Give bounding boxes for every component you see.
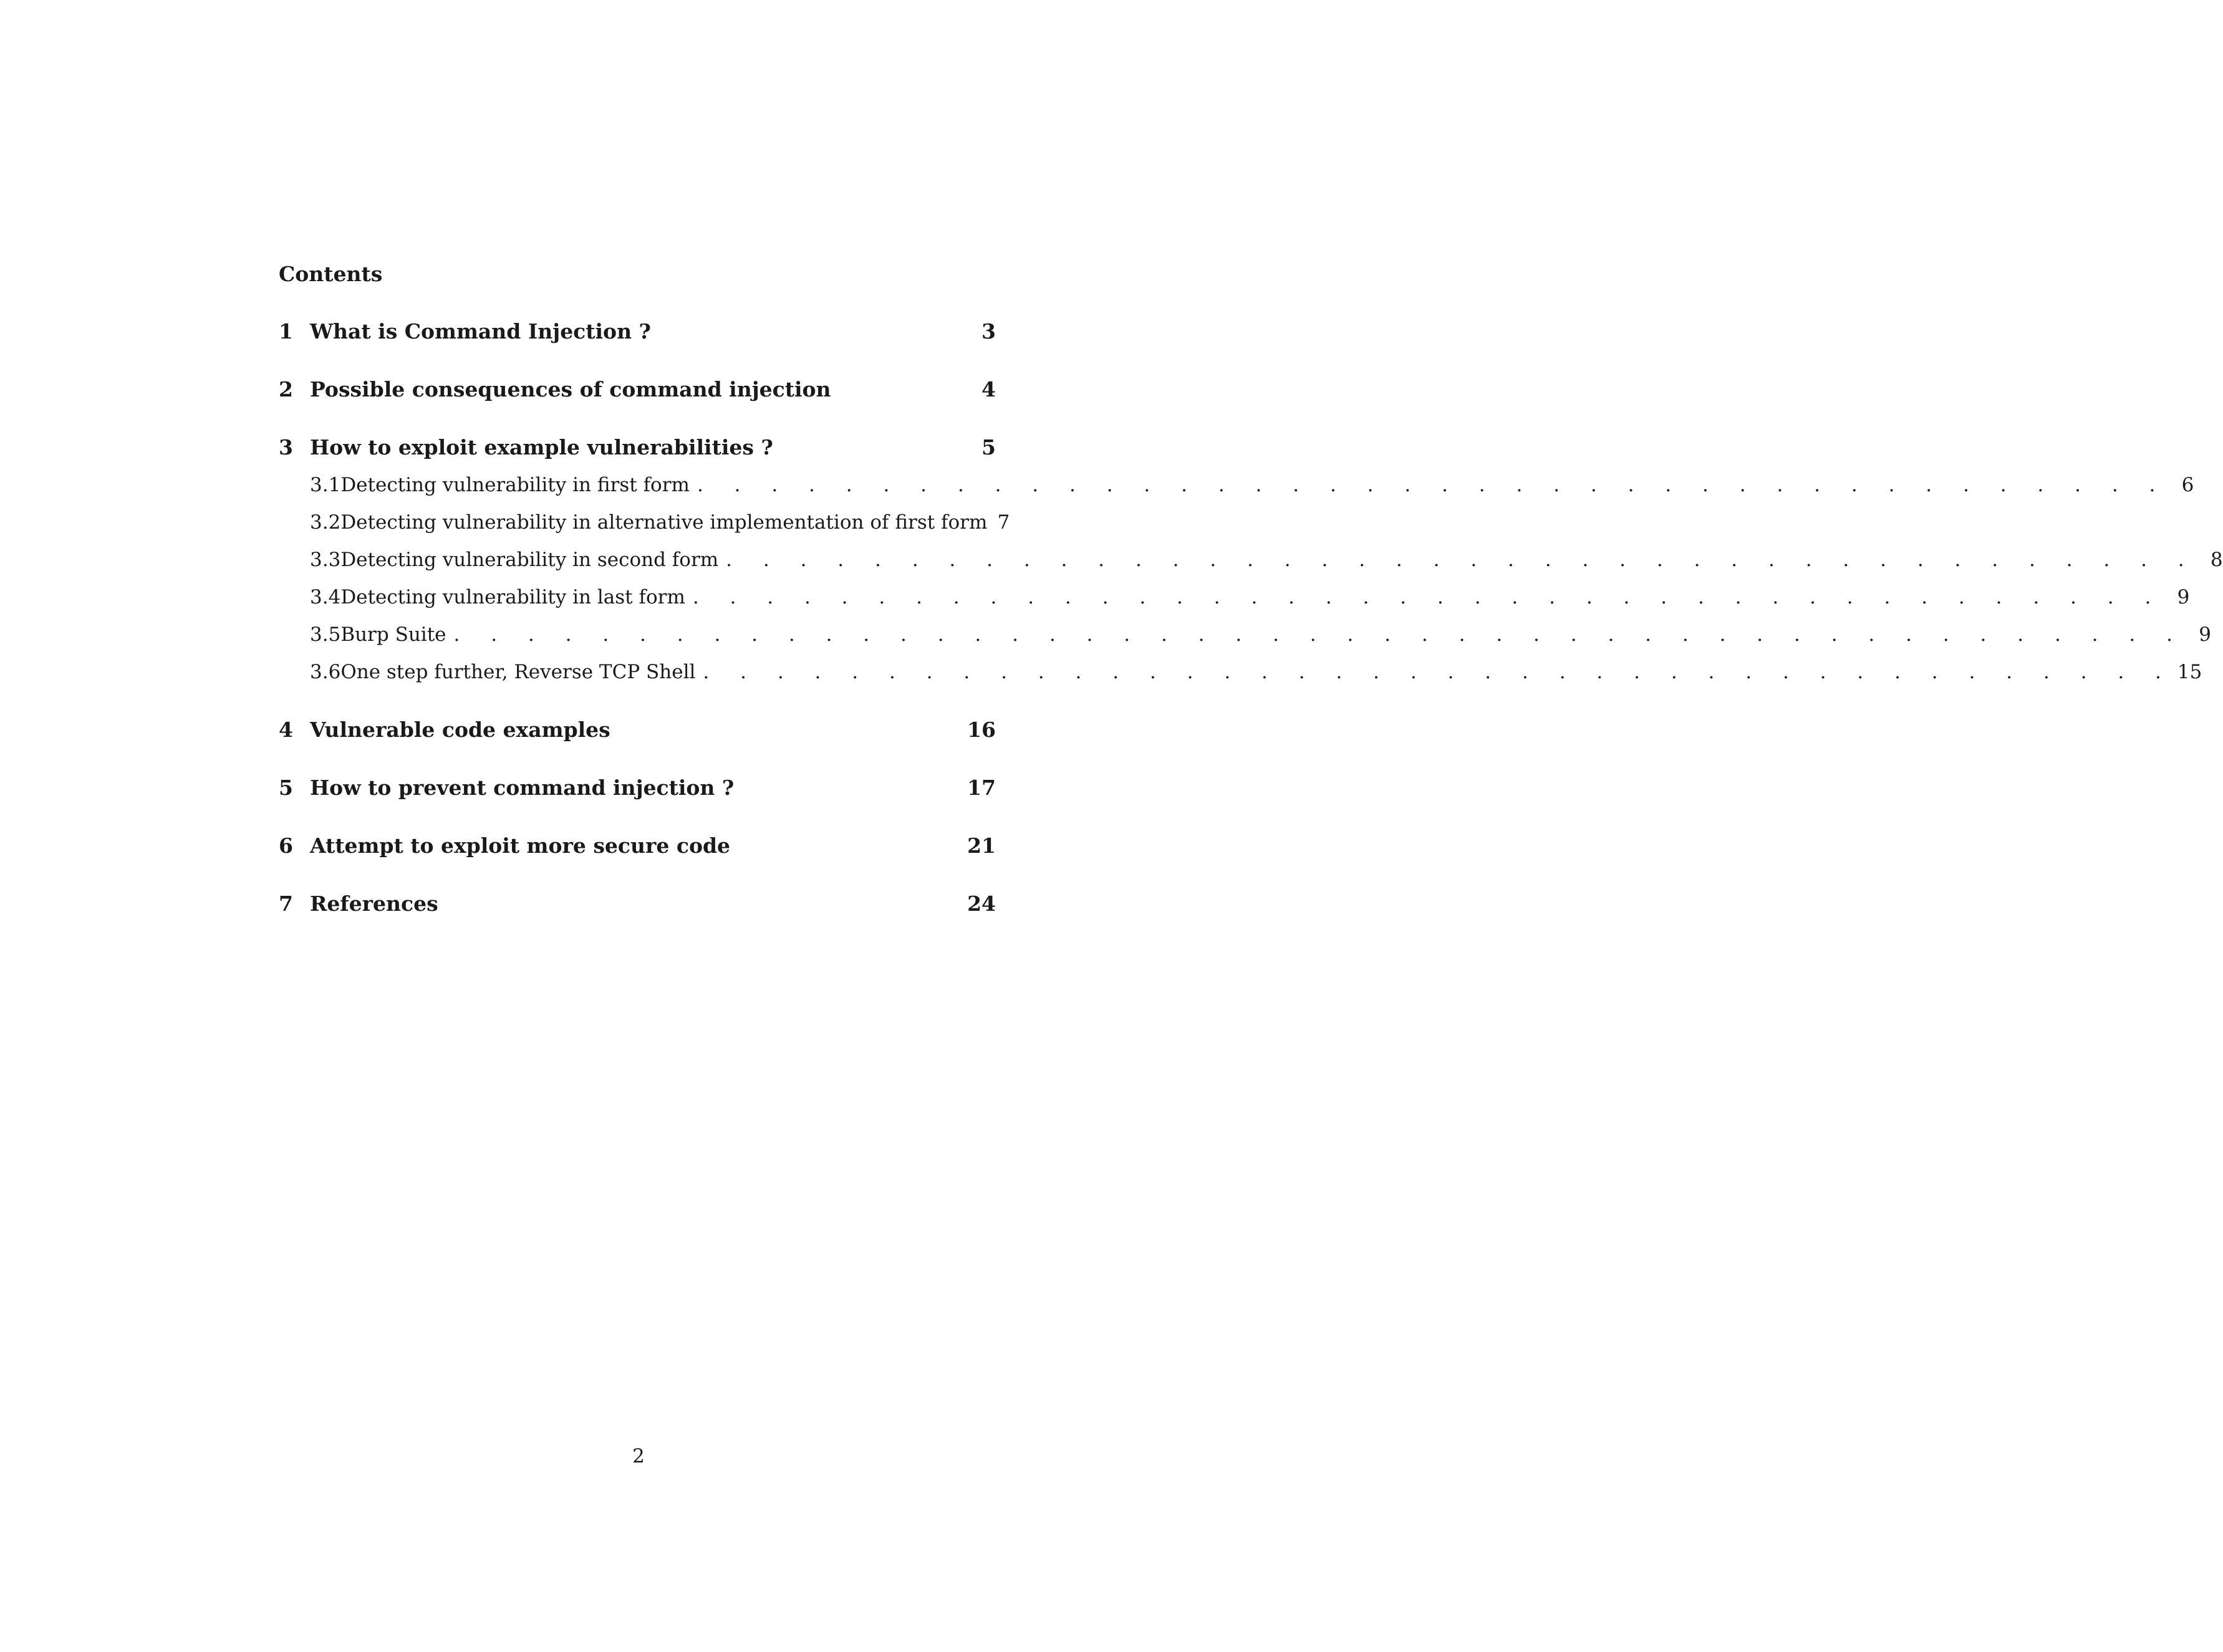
toc-entry-title: Detecting vulnerability in second form	[340, 549, 719, 571]
toc-entry-number: 7	[279, 891, 293, 916]
toc-dot-leader: . . . . . . . . . . . . . . . . . . . . . . . . . . . . . . . . . . . . . . . . . . . . . . .	[453, 623, 2185, 646]
toc-entry-title: How to exploit example vulnerabilities ?	[310, 435, 773, 459]
toc-entry-subsection-3-4[interactable]	[279, 582, 2190, 613]
toc-entry-title: Attempt to exploit more secure code	[310, 833, 731, 858]
toc-dot-leader: . . . . . . . . . . . . . . . . . . . . . . . . . . . . . . . . . . . . . . . .	[692, 586, 2164, 608]
toc-entry-title: Vulnerable code examples	[310, 718, 610, 742]
toc-entry-number: 3.4	[310, 586, 341, 608]
toc-heading: Contents	[279, 262, 383, 286]
table-of-contents	[279, 259, 2223, 920]
toc-entry-section-1[interactable]	[279, 316, 996, 347]
toc-entry-title: Detecting vulnerability in last form	[340, 586, 685, 608]
toc-entry-section-3[interactable]	[279, 432, 996, 463]
page-number: 2	[632, 1445, 645, 1467]
toc-entry-title: Possible consequences of command injection	[310, 377, 831, 401]
toc-entry-subsection-3-5[interactable]	[279, 619, 2211, 650]
toc-entry-number: 2	[279, 377, 293, 401]
toc-entry-section-4[interactable]	[279, 714, 996, 746]
toc-entry-page: 15	[2177, 661, 2202, 683]
toc-entry-number: 3.1	[310, 474, 341, 496]
toc-dot-leader: . . . . . . . . . . . . . . . . . . . . . . . . . . . . . . . . . . . . . . . .	[726, 549, 2197, 571]
toc-entry-page: 6	[2181, 474, 2194, 496]
toc-entry-number: 3	[279, 435, 293, 459]
toc-entry-title: How to prevent command injection ?	[310, 776, 735, 800]
toc-dot-leader: . . . . . . . . . . . . . . . . . . . . . . . . . . . . . . . . . . . . . . . .	[703, 661, 2174, 683]
toc-entry-number: 3.3	[310, 549, 341, 571]
toc-entry-subsection-3-2[interactable]	[279, 507, 1010, 538]
toc-entry-number: 3.5	[310, 623, 341, 646]
toc-entry-number: 3.6	[310, 661, 341, 683]
toc-entry-page: 16	[967, 718, 996, 742]
toc-entry-section-5[interactable]	[279, 772, 996, 804]
toc-entry-section-2[interactable]	[279, 374, 996, 405]
toc-entry-number: 4	[279, 718, 293, 742]
toc-entry-number: 5	[279, 776, 293, 800]
toc-list	[279, 316, 2223, 920]
toc-entry-section-6[interactable]	[279, 830, 996, 862]
toc-entry-page: 8	[2210, 549, 2223, 571]
toc-entry-title: What is Command Injection ?	[310, 319, 651, 343]
toc-entry-title: Burp Suite	[340, 623, 446, 646]
toc-entry-subsection-3-6[interactable]	[279, 656, 2202, 688]
toc-entry-page: 9	[2199, 623, 2211, 646]
toc-entry-title: References	[310, 891, 438, 916]
toc-entry-title: One step further, Reverse TCP Shell	[340, 661, 696, 683]
toc-entry-page: 24	[967, 891, 996, 916]
toc-dot-leader: . . . . . . . . . . . . . . . . . . . . . . . . . . . . . . . . . . . . . . . .	[697, 474, 2168, 496]
toc-entry-number: 3.2	[310, 511, 341, 534]
toc-entry-page: 21	[967, 833, 996, 858]
toc-entry-title: Detecting vulnerability in alternative implementation of first form	[340, 511, 988, 534]
toc-entry-page: 5	[981, 435, 996, 459]
toc-entry-page: 4	[981, 377, 996, 401]
toc-entry-number: 6	[279, 833, 293, 858]
toc-entry-section-7[interactable]	[279, 888, 996, 920]
toc-entry-page: 3	[981, 319, 996, 343]
toc-entry-subsection-3-1[interactable]	[279, 469, 2194, 501]
toc-entry-subsection-3-3[interactable]	[279, 544, 2223, 575]
toc-entry-page: 9	[2177, 586, 2190, 608]
toc-entry-number: 1	[279, 319, 293, 343]
toc-entry-page: 17	[967, 776, 996, 800]
toc-entry-title: Detecting vulnerability in first form	[340, 474, 690, 496]
toc-entry-page: 7	[997, 511, 1010, 534]
